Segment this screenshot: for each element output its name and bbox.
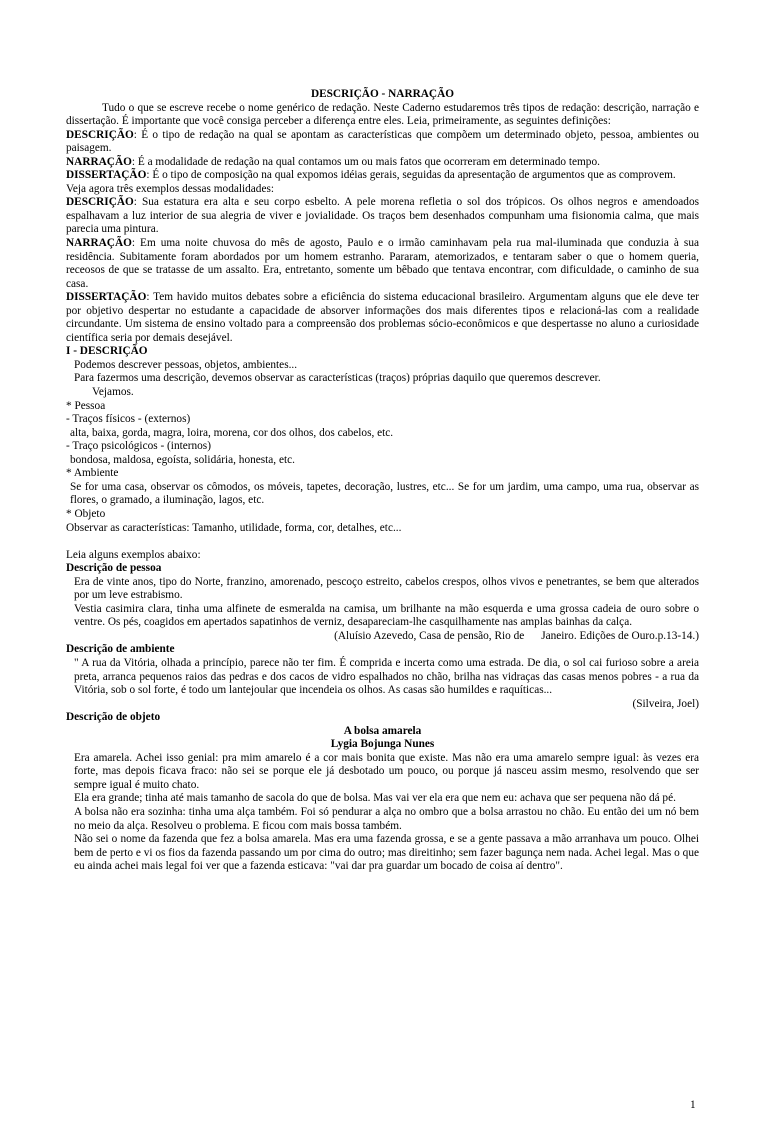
section-heading: I - DESCRIÇÃO: [66, 345, 148, 358]
section-line: * Objeto: [66, 507, 106, 520]
section-line: alta, baixa, gorda, magra, loira, morena, cor dos olhos, dos cabelos, etc.: [70, 426, 394, 439]
section-line: bondosa, maldosa, egoísta, solidária, honesta, etc.: [70, 453, 295, 466]
page-body: [66, 88, 699, 874]
story-paragraph: Era amarela. Achei isso genial: pra mim amarelo é a cor mais bonita que existe. Mas não era uma amarelo sempre igual: às vezes era forte, mas depois ficava fraco: não sei se porque ele já desbotado um pouco, ou porque já nasceu assim mesmo, resolvendo que ser sempre igual é muito chato.: [74, 751, 699, 791]
definition-descricao: DESCRIÇÃO: É o tipo de redação na qual se apontam as características que compõem um determinado objeto, pessoa, ambientes ou paisagem.: [66, 128, 699, 155]
story-paragraph: A bolsa não era sozinha: tinha uma alça também. Foi só pendurar a alça no ombro que a bolsa arrastou no chão. Eu então dei um nó bem no meio da alça. Resolveu o problema. E ficou com mais bossa também.: [74, 805, 699, 832]
person-citation: (Aluísio Azevedo, Casa de pensão, Rio de Janeiro. Edições de Ouro.p.13-14.): [334, 629, 699, 642]
story-author: Lygia Bojunga Nunes: [330, 738, 435, 751]
definition-narracao: NARRAÇÃO: É a modalidade de redação na qual contamos um ou mais fatos que ocorreram em determinado tempo.: [66, 155, 600, 168]
section-line: - Traços físicos - (externos): [66, 413, 191, 426]
section-line: Para fazermos uma descrição, devemos observar as características (traços) próprias daquilo que queremos descrever.: [74, 372, 601, 385]
ambient-citation: (Silveira, Joel): [632, 697, 699, 710]
ambient-paragraph: " A rua da Vitória, olhada a princípio, parece não ter fim. É comprida e incerta como uma estrada. De dia, o sol cai furioso sobre a areia preta, arranca pequenos raios das pedras e dos cacos de vidro espalhados no chão, brilha nas vidraças das casas menos pobres - a rua da Vitória, sob o sol forte, é todo um lantejoular que incendeia os olhos. As casas são humildes e raquíticas...: [74, 656, 699, 697]
section-line: * Pessoa: [66, 399, 106, 412]
person-paragraph: Era de vinte anos, tipo do Norte, franzino, amorenado, pescoço estreito, cabelos crespos, olhos vivos e penetrantes, se bem que alterados por um leve estrabismo.: [74, 575, 699, 602]
story-paragraph: Ela era grande; tinha até mais tamanho de sacola do que de bolsa. Mas vai ver ela era que nem eu: achava que ser pequena não dá pé.: [74, 792, 676, 805]
intro-paragraph: Tudo o que se escreve recebe o nome genérico de redação. Neste Caderno estudaremos três tipos de redação: descrição, narração e dissertação. É importante que você consiga perceber a diferença entre eles. Leia, primeiramente, as seguintes definições:: [66, 101, 699, 128]
section-line: Podemos descrever pessoas, objetos, ambientes...: [74, 358, 298, 371]
definition-dissertacao: DISSERTAÇÃO: É o tipo de composição na qual expomos idéias gerais, seguidas da apresentação de argumentos que as comprovem.: [66, 169, 676, 182]
ambient-heading: Descrição de ambiente: [66, 643, 175, 656]
section-line: * Ambiente: [66, 467, 119, 480]
page-title: DESCRIÇÃO - NARRAÇÃO: [310, 88, 455, 100]
section-line: Vejamos.: [92, 386, 134, 399]
section-line: - Traço psicológicos - (internos): [66, 440, 211, 453]
section-line: Observar as características: Tamanho, utilidade, forma, cor, detalhes, etc...: [66, 521, 402, 534]
spacer: [66, 535, 699, 549]
example-dissertacao: DISSERTAÇÃO: Tem havido muitos debates sobre a eficiência do sistema educacional brasileiro. Argumentam alguns que ele deve ter por objetivo despertar no estudante a capacidade de absorver informações dos mais diferentes tipos e relacioná-las com a realidade circundante. Um sistema de ensino voltado para a compreensão dos problemas sócio-econômicos e que despertasse no aluno a curiosidade científica seria por demais desejável.: [66, 291, 699, 344]
person-paragraph: Vestia casimira clara, tinha uma alfinete de esmeralda na camisa, um brilhante na mão esquerda e uma grossa cadeia de ouro sobre o ventre. Os pés, coagidos em apertados sapatinhos de verniz, desapareciam-lhe casquilhamente nas amplas bainhas da calça.: [74, 602, 699, 629]
story-title: A bolsa amarela: [343, 724, 422, 737]
page-number: 1: [690, 1099, 696, 1111]
story-paragraph: Não sei o nome da fazenda que fez a bolsa amarela. Mas era uma fazenda grossa, e se a gente passava a mão arranhava um pouco. Olhei bem de perto e vi os fios da fazenda passando um por cima do outro; mas direitinho; sem fazer bagunça nem nada. Achei legal. Mas o que eu ainda achei mais legal foi ver que a fazenda esticava: "vai dar pra guardar um bocado de coisa aí dentro".: [74, 833, 699, 873]
read-examples: Leia alguns exemplos abaixo:: [66, 548, 201, 561]
object-heading: Descrição de objeto: [66, 711, 161, 724]
example-descricao: DESCRIÇÃO: Sua estatura era alta e seu corpo esbelto. A pele morena refletia o sol dos trópicos. Os olhos negros e amendoados espalhavam a luz interior de sua alegria de viver e jovialidade. Os traços bem desenhados compunham uma fisionomia calma, que mais parecia uma pintura.: [66, 196, 699, 236]
person-heading: Descrição de pessoa: [66, 562, 162, 575]
examples-intro: Veja agora três exemplos dessas modalidades:: [66, 182, 274, 195]
example-narracao: NARRAÇÃO: Em uma noite chuvosa do mês de agosto, Paulo e o irmão caminhavam pela rua mal-iluminada que conduzia à sua residência. Subitamente foram abordados por um homem estranho. Pararam, atemorizados, e tentaram saber o que o homem queria, receosos de que se tratasse de um assalto. Era, entretanto, somente um bêbado que tentava encontrar, com dificuldade, o caminho de sua casa.: [66, 237, 699, 290]
section-line: Se for uma casa, observar os cômodos, os móveis, tapetes, decoração, lustres, etc... Se for um jardim, uma campo, uma rua, observar as flores, o gramado, a iluminação, lagos, etc.: [70, 480, 699, 507]
